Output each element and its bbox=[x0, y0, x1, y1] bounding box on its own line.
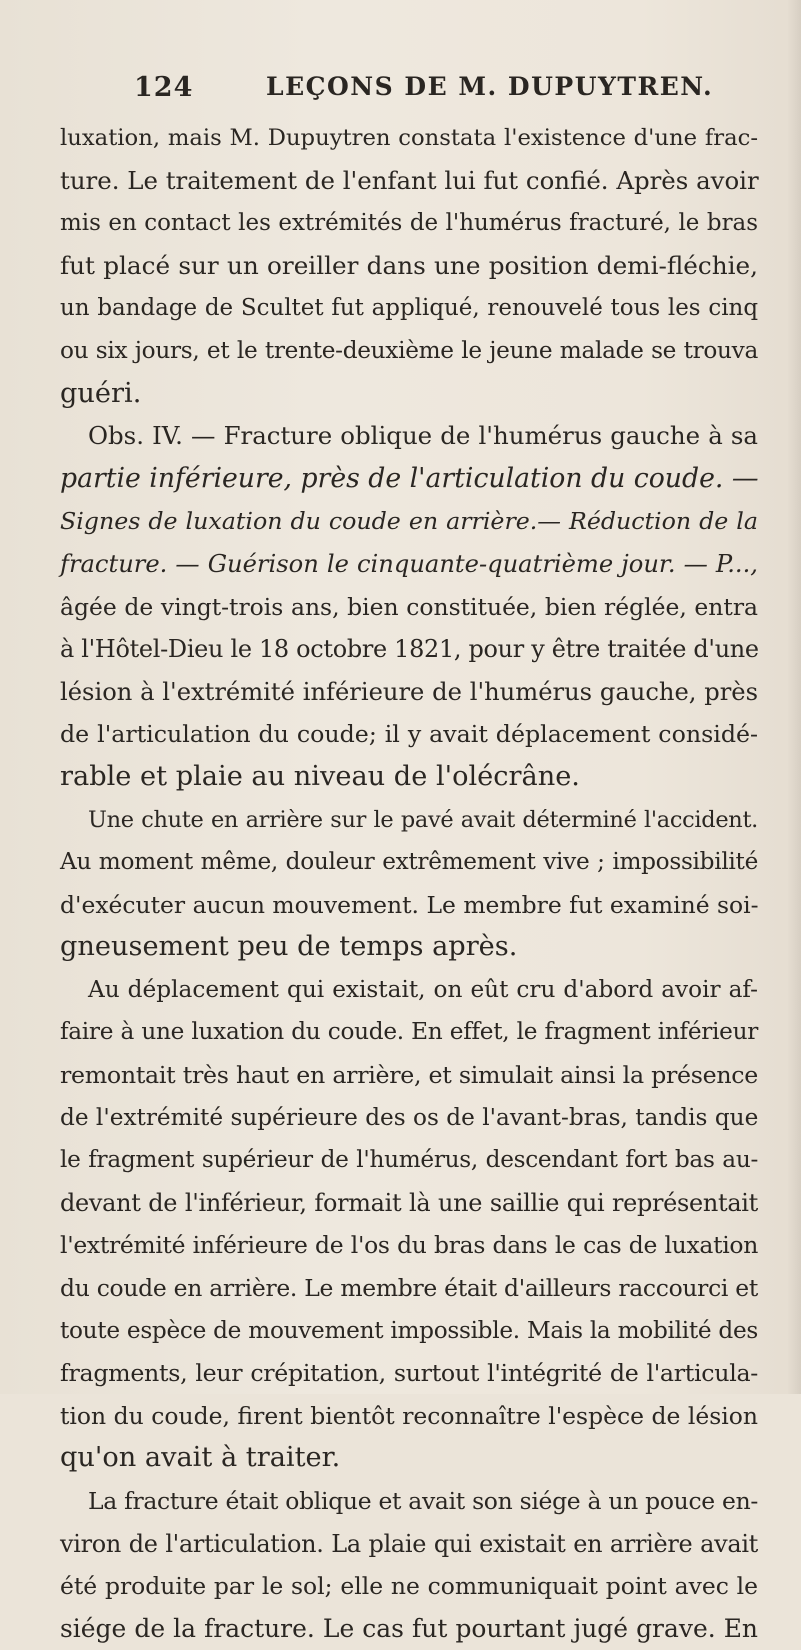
page-edge-shadow bbox=[787, 0, 801, 1394]
body-text bbox=[60, 117, 758, 1650]
text-line: à l'Hôtel-Dieu le 18 octobre 1821, pour y être traitée d'une bbox=[60, 635, 759, 664]
text-line: été produite par le sol; elle ne communiquait point avec le bbox=[60, 1572, 758, 1601]
text-line: gneusement peu de temps après. bbox=[60, 931, 518, 963]
text-line: Une chute en arrière sur le pavé avait déterminé l'accident. bbox=[88, 806, 758, 833]
text-line: guéri. bbox=[60, 377, 142, 409]
text-line: tion du coude, firent bientôt reconnaître l'espèce de lésion bbox=[60, 1401, 758, 1430]
text-line: toute espèce de mouvement impossible. Mais la mobilité des bbox=[60, 1316, 758, 1344]
text-line: siége de la fracture. Le cas fut pourtant jugé grave. En bbox=[60, 1613, 758, 1643]
observation-heading-line: partie inférieure, près de l'articulation du coude. — bbox=[60, 462, 759, 494]
text-line: l'extrémité inférieure de l'os du bras dans le cas de luxation bbox=[60, 1231, 758, 1260]
text-line: faire à une luxation du coude. En effet, le fragment inférieur bbox=[60, 1018, 758, 1046]
text-line: du coude en arrière. Le membre était d'ailleurs raccourci et bbox=[60, 1274, 758, 1303]
text-line: âgée de vingt-trois ans, bien constituée, bien réglée, entra bbox=[60, 592, 758, 621]
text-line: rable et plaie au niveau de l'olécrâne. bbox=[60, 760, 580, 792]
text-line: La fracture était oblique et avait son siége à un pouce en- bbox=[88, 1487, 758, 1515]
text-line: devant de l'inférieur, formait là une saillie qui représentait bbox=[60, 1188, 758, 1217]
text-line: ou six jours, et le trente-deuxième le jeune malade se trouva bbox=[60, 336, 758, 364]
text-line: Au déplacement qui existait, on eût cru d'abord avoir af- bbox=[88, 975, 758, 1003]
text-line: Au moment même, douleur extrêmement vive ; impossibilité bbox=[60, 848, 758, 876]
running-head-title: LEÇONS DE M. DUPUYTREN. bbox=[266, 72, 714, 101]
text-line: mis en contact les extrémités de l'humérus fracturé, le bras bbox=[60, 210, 758, 237]
text-line: fragments, leur crépitation, surtout l'intégrité de l'articula- bbox=[60, 1359, 758, 1388]
text-line: remontait très haut en arrière, et simulait ainsi la présence bbox=[60, 1061, 758, 1090]
observation-heading-line: fracture. — Guérison le cinquante-quatrième jour. — P..., bbox=[60, 549, 758, 578]
text-line: le fragment supérieur de l'humérus, descendant fort bas au- bbox=[60, 1146, 758, 1174]
text-line: de l'extrémité supérieure des os de l'avant-bras, tandis que bbox=[60, 1103, 759, 1131]
text-line: de l'articulation du coude; il y avait déplacement considé- bbox=[60, 720, 758, 749]
running-head bbox=[134, 72, 734, 112]
text-line: lésion à l'extrémité inférieure de l'humérus gauche, près bbox=[60, 677, 758, 706]
text-line: luxation, mais M. Dupuytren constata l'existence d'une frac- bbox=[60, 125, 758, 151]
text-line: qu'on avait à traiter. bbox=[60, 1442, 341, 1474]
text-line: un bandage de Scultet fut appliqué, renouvelé tous les cinq bbox=[60, 295, 758, 322]
text-line: d'exécuter aucun mouvement. Le membre fut examiné soi- bbox=[60, 890, 759, 919]
text-line: ture. Le traitement de l'enfant lui fut confié. Après avoir bbox=[60, 165, 759, 195]
text-line: fut placé sur un oreiller dans une position demi-fléchie, bbox=[60, 250, 758, 280]
observation-heading-line: Obs. IV. — Fracture oblique de l'humérus gauche à sa bbox=[88, 421, 758, 451]
text-line: viron de l'articulation. La plaie qui existait en arrière avait bbox=[60, 1529, 758, 1558]
page-number: 124 bbox=[134, 72, 194, 103]
observation-heading-line: Signes de luxation du coude en arrière.— Réduction de la bbox=[60, 507, 758, 536]
